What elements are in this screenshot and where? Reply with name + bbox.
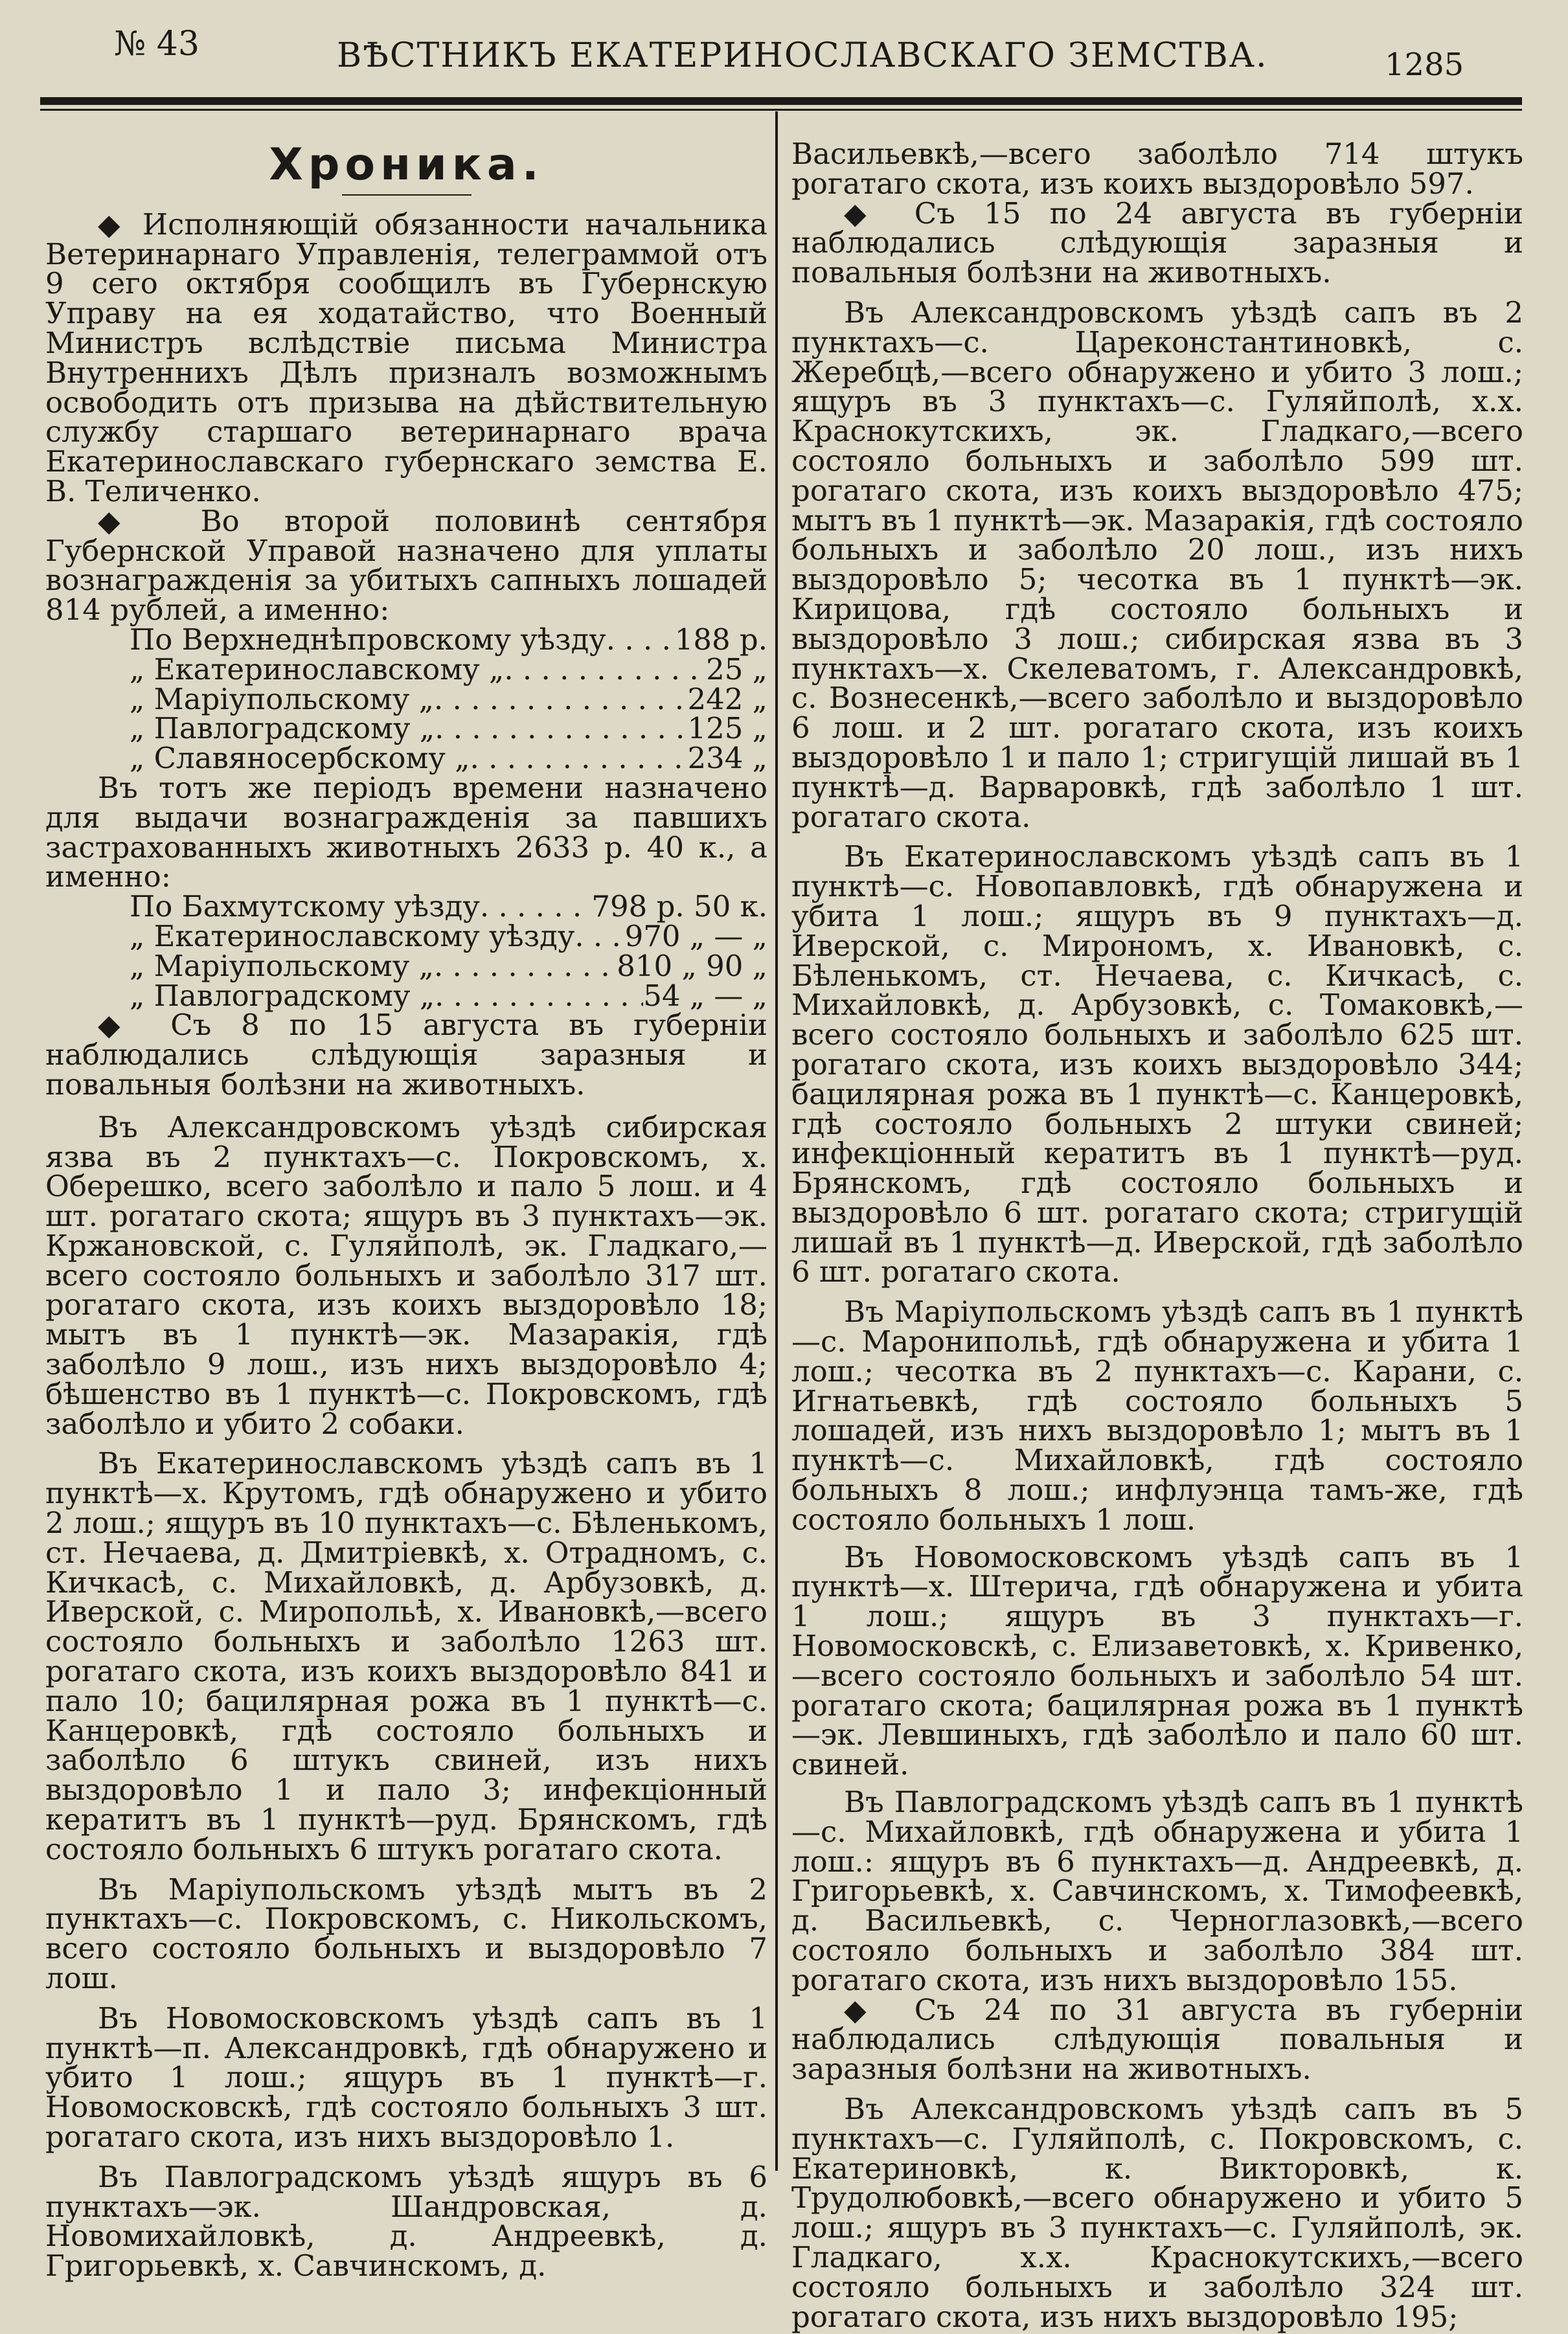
- paragraph: Въ Александровскомъ уѣздѣ сибирская язва въ 2 пунктахъ—с. Покровскомъ, х. Оберешко, всего заболѣло и пало 5 лош. и 4 шт. рогатаго скота; ящуръ въ 3 пунктахъ—эк. Кржановской, с. Гуляйполѣ, эк. Гладкаго,—всего состояло больныхъ и заболѣло 317 шт. рогатаго скота, изъ коихъ выздоровѣло 18; мытъ въ 1 пунктѣ—эк. Мазаракія, гдѣ заболѣло 9 лош., изъ нихъ выздоровѣло 4; бѣшенство въ 1 пунктѣ—с. Покровскомъ, гдѣ заболѣло и убито 2 собаки.: [45, 1109, 767, 1441]
- list-item-value: 242 „: [687, 681, 767, 716]
- list-item-value: 25 „: [706, 651, 767, 686]
- list-item: [45, 681, 767, 716]
- list-item-name: „ Маріупольскому „: [130, 948, 434, 983]
- journal-title: ВѢСТНИКЪ ЕКАТЕРИНОСЛАВСКАГО ЗЕМСТВА.: [337, 36, 1268, 75]
- leader-dots: [574, 922, 624, 951]
- list-item-value: 810 „ 90 „: [617, 948, 767, 983]
- section-title: Хроника.: [269, 139, 544, 190]
- list-item: [45, 711, 767, 746]
- paragraph: Въ Екатеринославскомъ уѣздѣ сапъ въ 1 пунктѣ—с. Новопавловкѣ, гдѣ обнаружена и убита 1 лош.; ящуръ въ 9 пунктахъ—д. Иверской, с. Мирономъ, х. Ивановкѣ, с. Бѣленькомъ, ст. Нечаева, с. Кичкасѣ, с. Михайловкѣ, д. Арбузовкѣ, с. Томаковкѣ,—всего состояло больныхъ и заболѣло 625 шт. рогатаго скота, изъ коихъ выздоровѣло 344; бацилярная рожа въ 1 пунктѣ—с. Канцеровкѣ, гдѣ состояло больныхъ 2 штуки свиней; инфекціонный кератитъ въ 1 пунктѣ—руд. Брянскомъ, гдѣ состояло больныхъ и выздоровѣло 6 шт. рогатаго скота; стригущій лишай въ 1 пунктѣ—д. Иверской, гдѣ заболѣло 6 шт. рогатаго скота.: [791, 839, 1523, 1289]
- list-item-name: „ Маріупольскому „: [130, 681, 434, 716]
- header-rule-thin: [40, 109, 1522, 111]
- leader-dots: [470, 743, 688, 773]
- paragraph: Въ Маріупольскомъ уѣздѣ сапъ въ 1 пунктѣ—с. Маронипольѣ, гдѣ обнаружена и убита 1 лош.; чесотка въ 2 пунктахъ—с. Карани, с. Игнатьевкѣ, гдѣ состояло больныхъ 5 лошадей, изъ нихъ выздоровѣло 1; мытъ въ 1 пунктѣ—с. Михайловкѣ, гдѣ состояло больныхъ 8 лош.; инфлуэнца тамъ-же, гдѣ состояло больныхъ 1 лош.: [791, 1295, 1523, 1537]
- list-item: [45, 948, 767, 983]
- list-item-name: „ Екатеринославскому уѣзду: [130, 918, 575, 953]
- list-item-value: 970 „ — „: [624, 918, 767, 953]
- paragraph: Въ Александровскомъ уѣздѣ сапъ въ 5 пунктахъ—с. Гуляйполѣ, с. Покровскомъ, с. Екатериновкѣ, к. Викторовкѣ, к. Трудолюбовкѣ,—всего обнаружено и убито 5 лош.; ящуръ въ 3 пунктахъ—с. Гуляйполѣ, эк. Гладкаго, х.х. Краснокутскихъ,—всего состояло больныхъ и заболѣло 324 шт. рогатаго скота, изъ нихъ выздоровѣло 195;: [791, 2092, 1523, 2334]
- left-column: [45, 117, 767, 2281]
- paragraph: Въ Маріупольскомъ уѣздѣ мытъ въ 2 пунктахъ—с. Покровскомъ, с. Никольскомъ, всего состояло больныхъ и выздоровѣло 7 лош.: [45, 1872, 767, 1996]
- list-item-name: По Бахмутскому уѣзду: [130, 889, 480, 924]
- title-rule: [342, 194, 472, 196]
- paragraph: Въ Павлоградскомъ уѣздѣ сапъ въ 1 пунктѣ—с. Михайловкѣ, гдѣ обнаружена и убита 1 лош.: ящуръ въ 6 пунктахъ—д. Андреевкѣ, д. Григорьевкѣ, х. Савчинскомъ, х. Тимофеевкѣ, д. Васильевкѣ, с. Черноглазовкѣ,—всего состояло больныхъ и заболѣло 384 шт. рогатаго скота, изъ нихъ выздоровѣло 155.: [791, 1785, 1523, 1997]
- list-item-name: „ Павлоградскому „: [130, 711, 435, 746]
- list-item: [45, 622, 767, 657]
- paragraph: ◆ Съ 15 по 24 августа въ губерніи наблюдались слѣдующія заразныя и повальныя болѣзни на животныхъ.: [791, 196, 1523, 290]
- list-item-value: 54 „ — „: [643, 978, 767, 1013]
- leader-dots: [504, 655, 706, 685]
- paragraph: Въ Новомосковскомъ уѣздѣ сапъ въ 1 пунктѣ—х. Штерича, гдѣ обнаружена и убита 1 лош.; ящуръ въ 3 пунктахъ—г. Новомосковскѣ, с. Елизаветовкѣ, х. Кривенко,—всего состояло больныхъ и заболѣло 54 шт. рогатаго скота; бацилярная рожа въ 1 пунктѣ—эк. Левшиныхъ, гдѣ заболѣло и пало 60 шт. свиней.: [791, 1539, 1523, 1782]
- list-item: [45, 978, 767, 1013]
- leader-dots: [480, 892, 592, 922]
- payment-list: [45, 889, 767, 1013]
- list-item: [45, 918, 767, 953]
- list-item-value: 234 „: [687, 741, 767, 776]
- leader-dots: [435, 714, 687, 743]
- paragraph: ◆ Съ 8 по 15 августа въ губерніи наблюдались слѣдующія заразныя и повальныя болѣзни на животныхъ.: [45, 1008, 767, 1102]
- payment-list: [45, 622, 767, 776]
- list-item-name: „ Екатеринославскому „: [130, 651, 505, 686]
- right-column: [791, 137, 1523, 2334]
- column-divider: [775, 111, 778, 2171]
- leader-dots: [434, 951, 617, 981]
- list-item: [45, 741, 767, 776]
- paragraph: ◆ Во второй половинѣ сентября Губернской Управой назначено для уплаты вознагражденія за убитыхъ сапныхъ лошадей 814 рублей, а именно:: [45, 503, 767, 628]
- paragraph: Въ Александровскомъ уѣздѣ сапъ въ 2 пунктахъ—с. Цареконстантиновкѣ, с. Жеребцѣ,—всего обнаружено и убито 3 лош.; ящуръ въ 3 пунктахъ—с. Гуляйполѣ, х.х. Краснокутскихъ, эк. Гладкаго,—всего состояло больныхъ и заболѣло 599 шт. рогатаго скота, изъ коихъ выздоровѣло 475; мытъ въ 1 пунктѣ—эк. Мазаракія, гдѣ состояло больныхъ и заболѣло 20 лош., изъ нихъ выздоровѣло 5; чесотка въ 1 пунктѣ—эк. Кирицова, гдѣ состояло больныхъ и выздоровѣло 3 лош.; сибирская язва въ 3 пунктахъ—х. Скелеватомъ, г. Александровкѣ, с. Вознесенкѣ,—всего заболѣло и выздоровѣло 6 лош. и 2 шт. рогатаго скота, изъ коихъ выздоровѣло 1 и пало 1; стригущій лишай въ 1 пунктѣ—д. Варваровкѣ, гдѣ заболѣло 1 шт. рогатаго скота.: [791, 295, 1523, 834]
- header-rule-thick: [40, 97, 1522, 105]
- leader-dots: [434, 685, 688, 714]
- list-item-value: 798 р. 50 к.: [591, 889, 767, 924]
- paragraph: Васильевкѣ,—всего заболѣло 714 штукъ рогатаго скота, изъ коихъ выздоровѣло 597.: [791, 137, 1523, 201]
- list-item: [45, 651, 767, 686]
- leader-dots: [435, 981, 643, 1011]
- page-number: 1285: [1385, 47, 1464, 83]
- paragraph: ◆ Исполняющій обязанности начальника Ветеринарнаго Управленія, телеграммой отъ 9 сего октября сообщилъ въ Губернскую Управу на ея ходатайство, что Военный Министръ вслѣдствіе письма Министра Внутреннихъ Дѣлъ призналъ возможнымъ освободить отъ призыва на дѣйствительную службу старшаго ветеринарнаго врача Екатеринославскаго губернскаго земства Е. В. Теличенко.: [45, 207, 767, 508]
- list-item-value: 125 „: [687, 711, 767, 746]
- list-item-value: 188 р.: [674, 622, 767, 657]
- paragraph: Въ Новомосковскомъ уѣздѣ сапъ въ 1 пунктѣ—п. Александровкѣ, гдѣ обнаружено и убито 1 лош.; ящуръ въ 1 пунктѣ—г. Новомосковскѣ, гдѣ состояло больныхъ 3 шт. рогатаго скота, изъ нихъ выздоровѣло 1.: [45, 2000, 767, 2154]
- list-item: [45, 889, 767, 924]
- paragraph: Въ тотъ же періодъ времени назначено для выдачи вознагражденія за павшихъ застрахованныхъ животныхъ 2633 р. 40 к., а именно:: [45, 770, 767, 894]
- paragraph: ◆ Съ 24 по 31 августа въ губерніи наблюдались слѣдующія повальныя и заразныя болѣзни на животныхъ.: [791, 1992, 1523, 2087]
- paragraph: Въ Екатеринославскомъ уѣздѣ сапъ въ 1 пунктѣ—х. Крутомъ, гдѣ обнаружено и убито 2 лош.; ящуръ въ 10 пунктахъ—с. Бѣленькомъ, ст. Нечаева, д. Дмитріевкѣ, х. Отрадномъ, с. Кичкасѣ, с. Михайловкѣ, д. Арбузовкѣ, д. Иверской, с. Миропольѣ, х. Ивановкѣ,—всего состояло больныхъ и заболѣло 1263 шт. рогатаго скота, изъ коихъ выздоровѣло 841 и пало 10; бацилярная рожа въ 1 пунктѣ—с. Канцеровкѣ, гдѣ состояло больныхъ и заболѣло 6 штукъ свиней, изъ нихъ выздоровѣло 1 и пало 3; инфекціонный кератитъ въ 1 пунктѣ—руд. Брянскомъ, гдѣ состояло больныхъ 6 штукъ рогатаго скота.: [45, 1446, 767, 1866]
- issue-number: № 43: [114, 25, 199, 63]
- list-item-name: По Верхнеднѣпровскому уѣзду: [130, 622, 606, 657]
- list-item-name: „ Славяносербскому „: [130, 741, 470, 776]
- leader-dots: [606, 625, 675, 655]
- list-item-name: „ Павлоградскому „: [130, 978, 435, 1013]
- paragraph: Въ Павлоградскомъ уѣздѣ ящуръ въ 6 пунктахъ—эк. Шандровская, д. Новомихайловкѣ, д. Андреевкѣ, д. Григорьевкѣ, х. Савчинскомъ, д.: [45, 2159, 767, 2283]
